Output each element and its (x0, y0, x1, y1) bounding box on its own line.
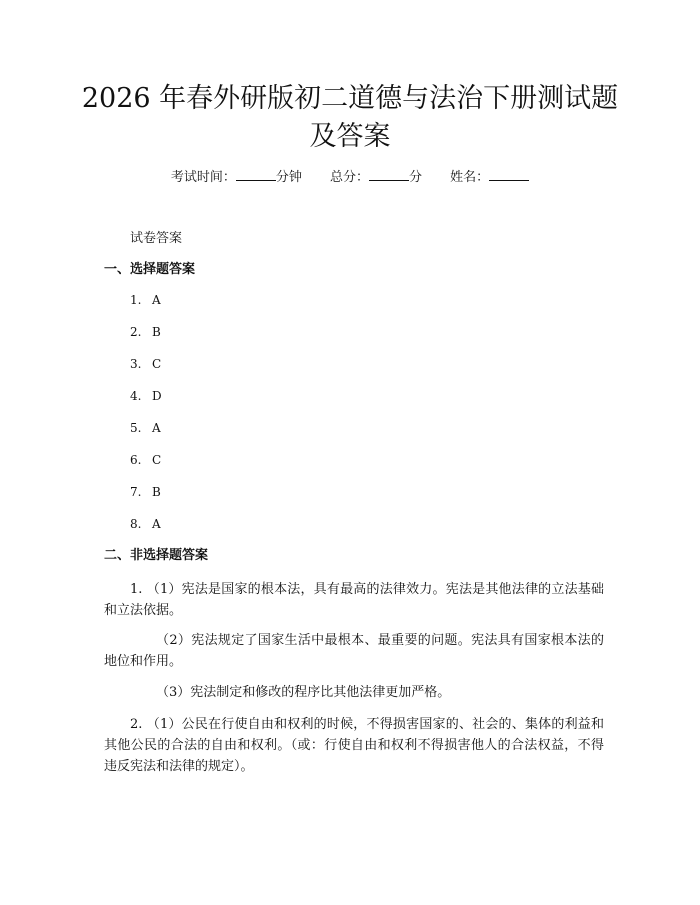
choice-answer-value: A (152, 517, 161, 531)
choice-answer-value: C (152, 453, 162, 467)
exam-score-blank (369, 167, 409, 181)
choice-answer-item (130, 354, 162, 386)
choice-answer-number: 5. (130, 421, 142, 435)
choice-answer-item (130, 322, 162, 354)
choice-answer-number: 2. (130, 325, 142, 339)
choice-answer-item (130, 482, 162, 514)
exam-name-label: 姓名： (450, 170, 490, 185)
exam-time (171, 167, 302, 188)
section-choice-heading: 一、选择题答案 (104, 262, 196, 277)
choice-answer-item (130, 450, 162, 482)
answer-paragraph: （3）宪法制定和修改的程序比其他法律更加严格。 (156, 685, 451, 700)
document-title (60, 80, 640, 156)
choice-answer-value: B (152, 485, 161, 499)
choice-answer-value: D (152, 389, 162, 403)
exam-name-blank (489, 167, 529, 181)
choice-answer-value: A (152, 293, 161, 307)
exam-time-unit: 分钟 (275, 170, 302, 185)
answer-paragraph: （2）宪法规定了国家生活中最根本、最重要的问题。宪法具有国家根本法的地位和作用。 (104, 633, 604, 669)
choice-answer-number: 1. (130, 293, 142, 307)
exam-info (0, 167, 700, 188)
choice-answer-item (130, 290, 162, 322)
answer-paragraph: 1. （1）宪法是国家的根本法，具有最高的法律效力。宪法是其他法律的立法基础和立法依据。 (104, 582, 604, 618)
choice-answer-number: 6. (130, 453, 142, 467)
choice-answer-item (130, 514, 162, 546)
exam-time-blank (236, 167, 276, 181)
choice-answer-item (130, 418, 162, 450)
choice-answer-number: 7. (130, 485, 142, 499)
exam-score-unit: 分 (409, 170, 423, 185)
exam-time-label: 考试时间： (170, 170, 236, 185)
choice-answer-number: 8. (130, 517, 142, 531)
choice-answer-number: 4. (130, 389, 142, 403)
exam-score-label: 总分： (329, 170, 369, 185)
choice-answer-item (130, 386, 162, 418)
choice-answer-number: 3. (130, 357, 142, 371)
title-line-2: 及答案 (309, 121, 391, 152)
choice-answer-value: C (152, 357, 162, 371)
answer-paragraph: 2. （1）公民在行使自由和权利的时候，不得损害国家的、社会的、集体的利益和其他公民的合法的自由和权利。（或：行使自由和权利不得损害他人的合法权益，不得违反宪法和法律的规定）。 (104, 717, 604, 774)
section-nonchoice-heading: 二、非选择题答案 (104, 548, 209, 563)
exam-name (450, 167, 529, 188)
title-line-1: 2026 年春外研版初二道德与法治下册测试题 (81, 83, 619, 114)
choice-answer-value: A (152, 421, 161, 435)
exam-score (330, 167, 422, 188)
choice-answer-list (130, 290, 162, 546)
answers-subheading: 试卷答案 (130, 231, 183, 246)
choice-answer-value: B (152, 325, 161, 339)
